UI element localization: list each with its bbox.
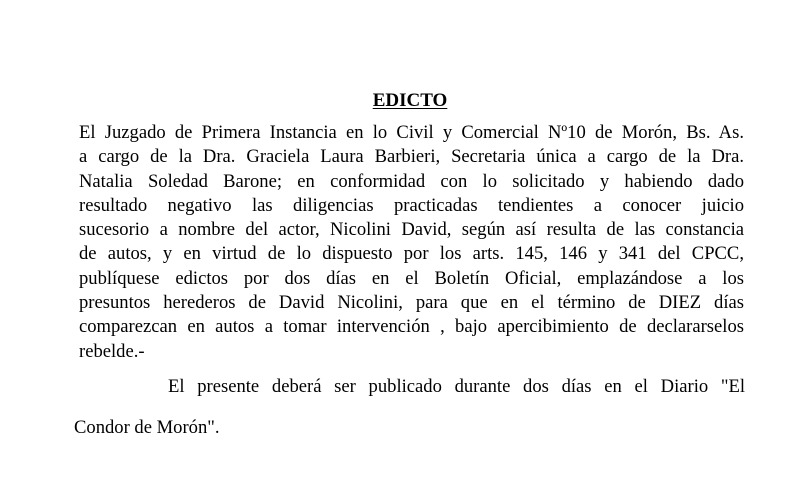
body-line: comparezcan en autos a tomar intervención , bajo apercibimiento de declararselos — [79, 316, 744, 338]
body-line: resultado negativo las diligencias practicadas tendientes a conocer juicio — [79, 194, 744, 216]
body-line: El Juzgado de Primera Instancia en lo Civil y Comercial Nº10 de Morón, Bs. As. — [79, 122, 744, 143]
body-line: presuntos herederos de David Nicolini, para que en el término de DIEZ días — [79, 292, 744, 314]
closing-paragraph-line-2: Condor de Morón". — [74, 417, 220, 438]
body-line: de autos, y en virtud de lo dispuesto por los arts. 145, 146 y 341 del CPCC, — [79, 243, 744, 265]
body-line: sucesorio a nombre del actor, Nicolini David, según así resulta de las constancia — [79, 219, 744, 241]
edict-body-paragraph — [79, 121, 744, 364]
closing-paragraph-line-1: El presente deberá ser publicado durante dos días en el Diario "El — [168, 376, 745, 397]
body-line: a cargo de la Dra. Graciela Laura Barbieri, Secretaria única a cargo de la Dra. — [79, 146, 744, 168]
body-line: rebelde.- — [79, 340, 145, 362]
body-line: publíquese edictos por dos días en el Boletín Oficial, emplazándose a los — [79, 267, 744, 289]
document-title: EDICTO — [372, 90, 448, 111]
body-line: Natalia Soledad Barone; en conformidad con lo solicitado y habiendo dado — [79, 170, 744, 192]
